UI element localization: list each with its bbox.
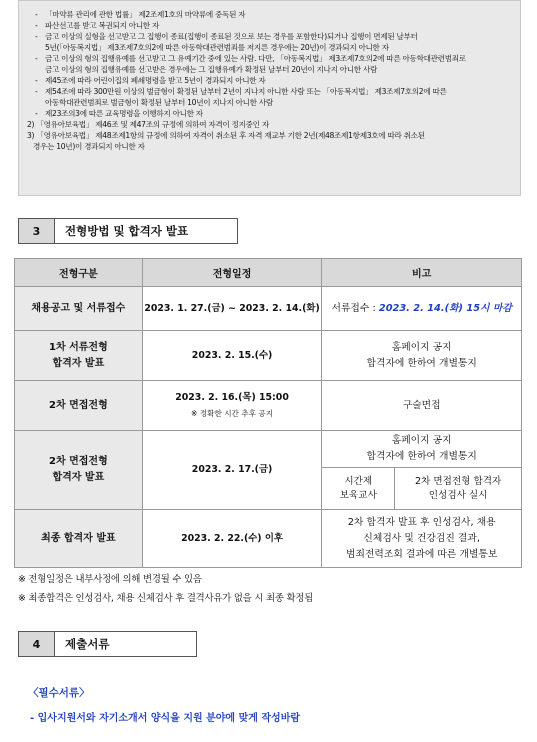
note-line: 합격자에 한하여 개별통지 <box>366 357 477 369</box>
disqualification-item: - 제45조에 따라 어린이집의 폐쇄명령을 받고 5년이 경과되지 아니한 자 <box>35 75 510 86</box>
disqualification-item: - 제23조의3에 따른 교육명령을 이행하지 아니한 자 <box>35 108 510 119</box>
note-line: 인성검사 실시 <box>428 489 488 501</box>
section-4-header <box>18 631 197 657</box>
note-line: 신체검사 및 건강검진 결과, <box>363 532 480 544</box>
deadline-highlight: 2023. 2. 14.(화) 15시 마감 <box>378 302 512 314</box>
disqualification-item: - 「마약류 관리에 관한 법률」 제2조제1호의 마약류에 중독된 자 <box>35 9 510 20</box>
section-title: 제출서류 <box>55 631 197 657</box>
disqualification-item: - 제54조에 따라 300만원 이상의 벌금형이 확정된 날부터 2년이 지나지 아니한 사람 또는 「아동복지법」 제3조제7호의2에 따른 <box>35 86 510 97</box>
row-note <box>322 331 522 381</box>
note-line: 홈페이지 공지 <box>391 435 452 446</box>
note-prefix: 서류접수 : <box>331 302 379 314</box>
disqualification-item-continued: 5년(「아동복지법」 제3조제7호의2에 따른 아동학대관련범죄를 저지른 경우에는 20년)이 경과되지 아니한 자 <box>45 43 389 52</box>
disqualification-item: - 파산선고를 받고 복권되지 아니한 자 <box>35 20 510 31</box>
disqualification-numbered-item: 2) 「영유아보육법」 제46조 및 제47조의 규정에 의하여 자격이 정지중인 자 <box>27 120 269 129</box>
sub-note-right <box>395 468 522 510</box>
table-header-row <box>15 259 522 287</box>
row-category: 채용공고 및 서류접수 <box>15 287 143 331</box>
required-documents-item: - 입사지원서와 자기소개서 양식을 지원 분야에 맞게 작성바람 <box>30 713 301 724</box>
disqualification-item-continued: 금고 이상의 형의 집행유예를 선고받은 경우에는 그 집행유예가 확정된 날부터 20년이 지나지 아니한 사람 <box>45 65 378 74</box>
row-date: 2023. 2. 15.(수) <box>142 331 322 381</box>
category-line: 1차 서류전형 <box>48 341 108 353</box>
sub-note-left <box>322 468 395 510</box>
table-row <box>15 287 522 331</box>
row-note <box>322 287 522 331</box>
section-number: 4 <box>18 631 55 657</box>
section-number: 3 <box>18 218 55 244</box>
schedule-table <box>14 258 522 568</box>
row-date: 2023. 2. 22.(수) 이후 <box>142 510 322 568</box>
category-line: 2차 면접전형 <box>48 456 108 467</box>
note-line: 보육교사 <box>339 489 377 501</box>
header-schedule: 전형일정 <box>142 259 322 287</box>
header-note: 비고 <box>322 259 522 287</box>
note-line: 시간제 <box>344 475 373 487</box>
disqualification-item-continued: 아동학대관련범죄로 벌금형이 확정된 날부터 10년이 지나지 아니한 사람 <box>45 98 273 107</box>
row-note <box>322 431 522 468</box>
category-line: 합격자 발표 <box>52 472 105 483</box>
row-category: 최종 합격자 발표 <box>15 510 143 568</box>
table-row <box>15 431 522 468</box>
disqualification-list <box>27 9 510 152</box>
row-category <box>15 431 143 510</box>
note-line: 홈페이지 공지 <box>391 341 452 353</box>
category-line: 합격자 발표 <box>52 357 105 369</box>
row-date <box>142 381 322 431</box>
header-category: 전형구분 <box>15 259 143 287</box>
date-line: 2023. 2. 16.(목) 15:00 <box>175 391 289 403</box>
required-documents-title: 〈필수서류〉 <box>28 687 90 699</box>
disqualification-box <box>18 0 521 196</box>
note-line: 범죄전력조회 결과에 따른 개별통보 <box>346 548 498 560</box>
footnote-final-confirmation: ※ 최종합격은 인성검사, 채용 신체검사 후 결격사유가 없을 시 최종 확정됨 <box>18 593 314 604</box>
row-date: 2023. 1. 27.(금) ~ 2023. 2. 14.(화) <box>142 287 322 331</box>
disqualification-numbered-item-continued: 경우는 10년)이 경과되지 아니한 자 <box>33 142 145 151</box>
row-date: 2023. 2. 17.(금) <box>142 431 322 510</box>
note-line: 2차 합격자 발표 후 인성검사, 채용 <box>347 516 496 528</box>
footnote-schedule-change: ※ 전형일정은 내부사정에 의해 변경될 수 있음 <box>18 574 202 585</box>
date-note: ※ 정확한 시간 추후 공지 <box>191 408 274 418</box>
table-row <box>15 510 522 568</box>
table-row <box>15 381 522 431</box>
note-line: 2차 면접전형 합격자 <box>414 475 502 487</box>
disqualification-item: - 금고 이상의 형의 집행유예를 선고받고 그 유예기간 중에 있는 사람. 다만, 「아동복지법」 제3조제7호의2에 따른 아동학대관련범죄로 <box>35 53 510 64</box>
row-category <box>15 331 143 381</box>
disqualification-numbered-item: 3) 「영유아보육법」 제48조제1항의 규정에 의하여 자격이 취소된 후 자격 재교부 기한 2년(제48조제1항제3호에 따라 취소된 <box>27 131 425 140</box>
section-3-header <box>18 218 238 244</box>
row-category: 2차 면접전형 <box>15 381 143 431</box>
disqualification-item: - 금고 이상의 실형을 선고받고 그 집행이 종료(집행이 종료된 것으로 보는 경우를 포함한다)되거나 집행이 면제된 날부터 <box>35 31 510 42</box>
row-note <box>322 510 522 568</box>
row-note: 구술면접 <box>322 381 522 431</box>
section-title: 전형방법 및 합격자 발표 <box>55 218 238 244</box>
table-row <box>15 331 522 381</box>
note-line: 합격자에 한하여 개별통지 <box>366 451 477 462</box>
